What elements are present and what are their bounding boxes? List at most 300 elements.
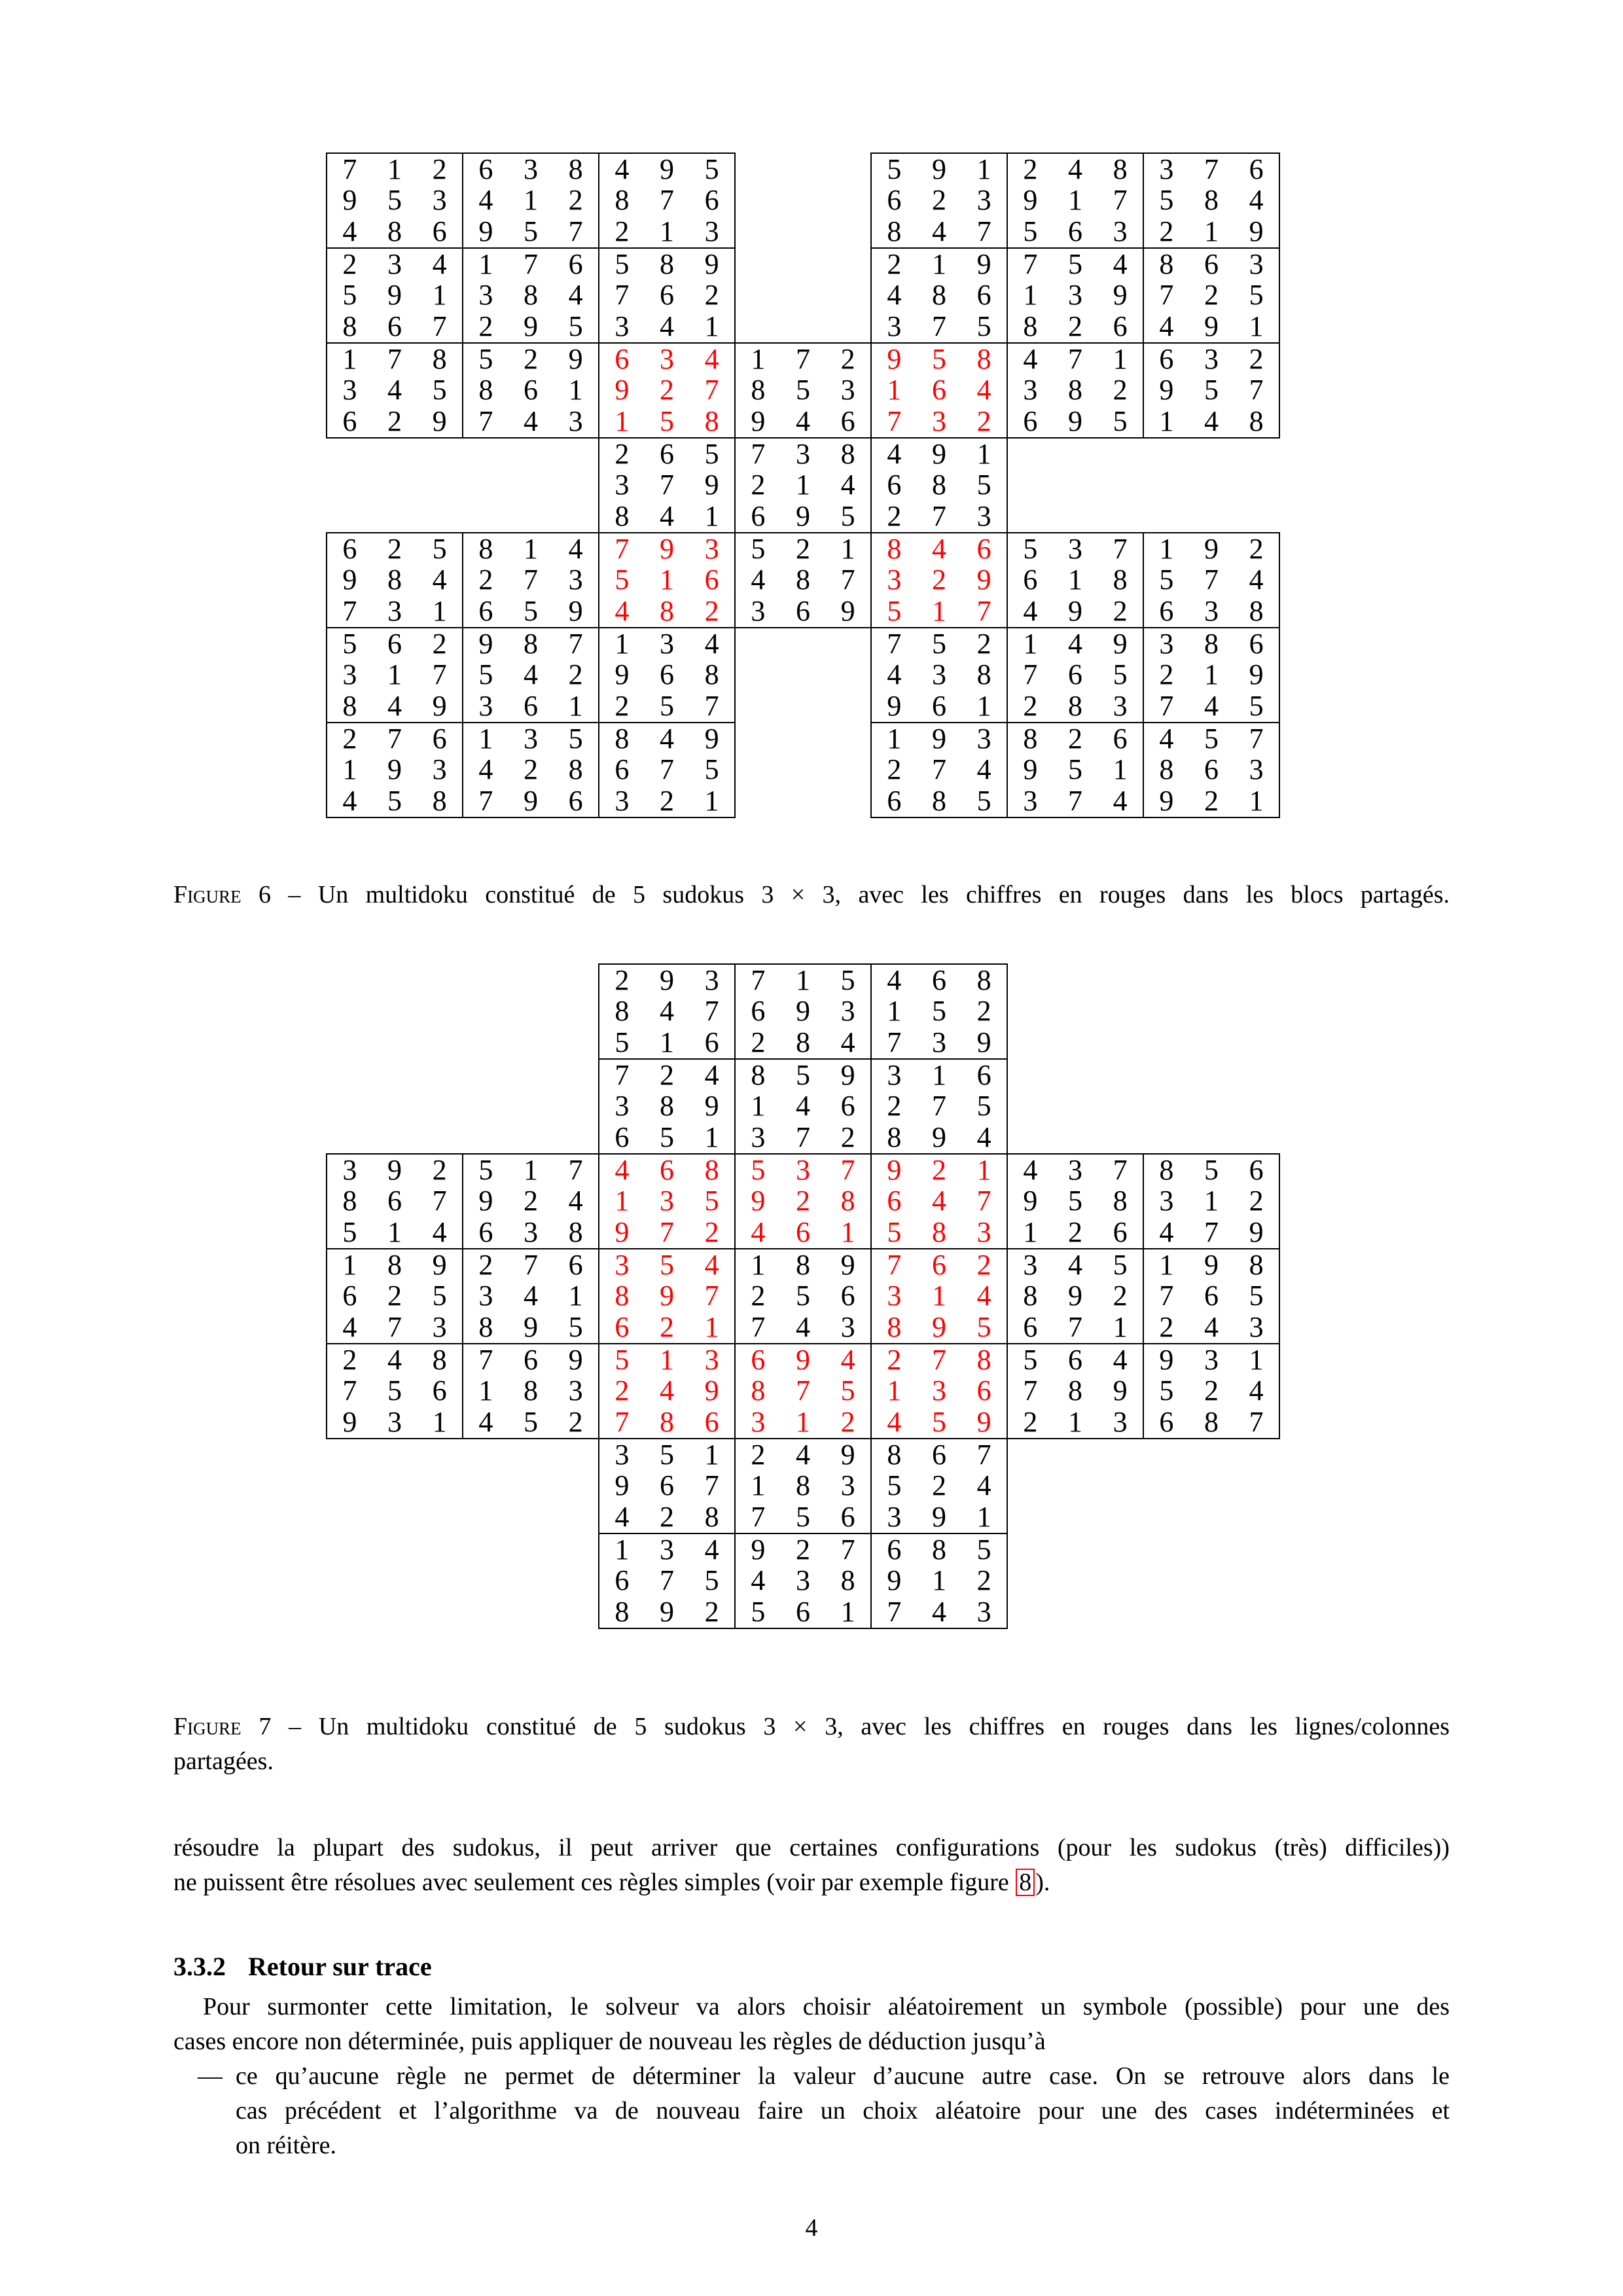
body-paragraph1-line2-end: ).: [1035, 1869, 1050, 1896]
sudoku-cell: 8: [615, 184, 630, 217]
sudoku-cell: 4: [976, 1469, 991, 1502]
sudoku-cell: 5: [523, 1406, 538, 1439]
sudoku-cell: 5: [342, 1216, 357, 1249]
sudoku-cell: 9: [523, 1311, 538, 1344]
sudoku-cell: 1: [342, 1248, 357, 1281]
sudoku-cell: 2: [1204, 1374, 1219, 1407]
sudoku-cell: 1: [432, 1406, 447, 1439]
sudoku-cell: 6: [1204, 753, 1219, 786]
sudoku-cell: 2: [976, 1564, 991, 1597]
sudoku-cell: 1: [1023, 279, 1038, 312]
sudoku-block: [462, 342, 599, 439]
sudoku-cell: 5: [523, 215, 538, 248]
sudoku-cell: 6: [931, 690, 946, 723]
sudoku-cell: 7: [342, 152, 357, 185]
sudoku-block: [1143, 627, 1280, 723]
sudoku-cell: 1: [1023, 1216, 1038, 1249]
sudoku-cell: 7: [387, 342, 402, 375]
sudoku-cell: 1: [931, 247, 946, 280]
sudoku-cell: 1: [751, 1248, 766, 1281]
sudoku-cell: 6: [1023, 1311, 1038, 1344]
sudoku-block: [598, 247, 736, 344]
sudoku-cell: 2: [523, 753, 538, 786]
sudoku-shared-block: [598, 1153, 736, 1249]
sudoku-cell: 4: [931, 1185, 946, 1217]
sudoku-cell: 8: [342, 690, 357, 723]
sudoku-cell: 1: [704, 1438, 719, 1471]
sudoku-cell: 3: [387, 1406, 402, 1439]
sudoku-cell: 9: [1067, 595, 1082, 628]
sudoku-cell: 1: [931, 595, 946, 628]
list-item-text1: ce qu’aucune règle ne permet de déterminer la valeur d’aucune autre case. On se retrouve alors dans le: [236, 2062, 1450, 2090]
sudoku-cell: 1: [751, 1469, 766, 1502]
sudoku-cell: 1: [1113, 753, 1128, 786]
sudoku-cell: 9: [387, 1153, 402, 1186]
sudoku-cell: 6: [795, 595, 810, 628]
sudoku-cell: 5: [1159, 1374, 1174, 1407]
sudoku-cell: 1: [931, 1280, 946, 1312]
sudoku-cell: 2: [1159, 658, 1174, 691]
sudoku-cell: 9: [976, 564, 991, 596]
sudoku-cell: 2: [931, 184, 946, 217]
sudoku-block: [1143, 1248, 1280, 1344]
sudoku-cell: 7: [931, 500, 946, 533]
sudoku-cell: 8: [568, 753, 583, 786]
sudoku-cell: 9: [387, 279, 402, 312]
sudoku-cell: 7: [568, 627, 583, 660]
sudoku-cell: 3: [1023, 374, 1038, 406]
sudoku-cell: 4: [840, 469, 855, 501]
sudoku-cell: 9: [568, 595, 583, 628]
sudoku-cell: 4: [1204, 405, 1219, 438]
sudoku-cell: 5: [478, 1153, 493, 1186]
sudoku-cell: 2: [795, 532, 810, 565]
sudoku-block: [1007, 1248, 1144, 1344]
sudoku-cell: 1: [1067, 1406, 1082, 1439]
sudoku-cell: 9: [342, 1406, 357, 1439]
figure-7-caption-label: Figure 7: [173, 1713, 272, 1740]
sudoku-cell: 2: [659, 374, 674, 406]
sudoku-cell: 5: [659, 1248, 674, 1281]
sudoku-cell: 3: [568, 564, 583, 596]
sudoku-cell: 6: [704, 184, 719, 217]
sudoku-block: [326, 247, 463, 344]
sudoku-cell: 1: [568, 374, 583, 406]
sudoku-cell: 2: [523, 342, 538, 375]
sudoku-cell: 8: [704, 1153, 719, 1186]
sudoku-cell: 8: [751, 1374, 766, 1407]
sudoku-cell: 6: [523, 1343, 538, 1376]
sudoku-cell: 2: [342, 247, 357, 280]
sudoku-cell: 2: [1113, 1280, 1128, 1312]
sudoku-cell: 4: [568, 532, 583, 565]
sudoku-cell: 6: [1249, 152, 1264, 185]
body-paragraph1-line1: résoudre la plupart des sudokus, il peut arriver que certaines configurations (pour les sudokus (très) difficiles)): [173, 1834, 1450, 1861]
sudoku-cell: 8: [478, 532, 493, 565]
sudoku-cell: 9: [1023, 184, 1038, 217]
sudoku-cell: 4: [1249, 564, 1264, 596]
sudoku-cell: 7: [387, 722, 402, 755]
sudoku-cell: 5: [704, 152, 719, 185]
sudoku-cell: 3: [795, 1153, 810, 1186]
sudoku-cell: 3: [478, 1280, 493, 1312]
sudoku-cell: 7: [568, 215, 583, 248]
sudoku-cell: 8: [432, 785, 447, 817]
sudoku-cell: 1: [887, 374, 902, 406]
sudoku-cell: 2: [1023, 152, 1038, 185]
sudoku-cell: 3: [615, 785, 630, 817]
sudoku-cell: 5: [342, 627, 357, 660]
sudoku-cell: 1: [704, 1121, 719, 1154]
sudoku-cell: 4: [615, 595, 630, 628]
sudoku-cell: 4: [432, 1216, 447, 1249]
sudoku-cell: 4: [1023, 1153, 1038, 1186]
sudoku-cell: 2: [659, 1501, 674, 1534]
sudoku-cell: 8: [976, 963, 991, 996]
sudoku-cell: 6: [1249, 1153, 1264, 1186]
sudoku-cell: 4: [931, 215, 946, 248]
sudoku-cell: 1: [659, 564, 674, 596]
sudoku-cell: 9: [432, 1248, 447, 1281]
sudoku-shared-block: [734, 1153, 872, 1249]
sudoku-cell: 2: [704, 1216, 719, 1249]
sudoku-cell: 1: [887, 722, 902, 755]
sudoku-cell: 8: [795, 1469, 810, 1502]
sudoku-cell: 4: [887, 658, 902, 691]
sudoku-cell: 2: [976, 405, 991, 438]
sudoku-cell: 8: [1067, 374, 1082, 406]
sudoku-cell: 8: [615, 722, 630, 755]
sudoku-cell: 5: [615, 1026, 630, 1059]
sudoku-cell: 9: [704, 469, 719, 501]
sudoku-cell: 3: [615, 469, 630, 501]
sudoku-cell: 7: [887, 1026, 902, 1059]
sudoku-cell: 7: [704, 1280, 719, 1312]
sudoku-cell: 1: [751, 342, 766, 375]
item-dash: —: [198, 2062, 223, 2090]
sudoku-cell: 5: [1023, 1343, 1038, 1376]
sudoku-cell: 2: [887, 500, 902, 533]
sudoku-cell: 2: [751, 1438, 766, 1471]
sudoku-cell: 3: [887, 310, 902, 343]
sudoku-cell: 8: [931, 1533, 946, 1566]
sudoku-cell: 3: [1159, 152, 1174, 185]
sudoku-shared-block: [598, 1248, 736, 1344]
sudoku-cell: 5: [1249, 690, 1264, 723]
sudoku-block: [870, 627, 1008, 723]
sudoku-cell: 2: [795, 1533, 810, 1566]
sudoku-cell: 4: [795, 1090, 810, 1122]
sudoku-cell: 6: [432, 722, 447, 755]
sudoku-cell: 5: [931, 1406, 946, 1439]
sudoku-cell: 3: [887, 1058, 902, 1091]
sudoku-block: [1007, 627, 1144, 723]
sudoku-cell: 5: [1113, 405, 1128, 438]
sudoku-block: [1007, 342, 1144, 439]
sudoku-shared-block: [870, 1343, 1008, 1439]
sudoku-cell: 3: [751, 1406, 766, 1439]
sudoku-cell: 3: [523, 152, 538, 185]
sudoku-cell: 4: [342, 215, 357, 248]
sudoku-cell: 2: [751, 469, 766, 501]
sudoku-cell: 1: [387, 152, 402, 185]
sudoku-cell: 3: [1113, 690, 1128, 723]
sudoku-cell: 2: [568, 184, 583, 217]
sudoku-cell: 9: [1113, 279, 1128, 312]
sudoku-block: [598, 963, 736, 1060]
sudoku-cell: 1: [1067, 564, 1082, 596]
sudoku-cell: 6: [1159, 342, 1174, 375]
sudoku-cell: 6: [1023, 564, 1038, 596]
sudoku-cell: 7: [659, 1216, 674, 1249]
sudoku-block: [462, 722, 599, 818]
figure-6-caption: [173, 878, 1450, 912]
sudoku-cell: 4: [1067, 152, 1082, 185]
sudoku-cell: 9: [795, 995, 810, 1028]
sudoku-cell: 8: [1113, 1185, 1128, 1217]
sudoku-cell: 2: [795, 1185, 810, 1217]
sudoku-cell: 2: [523, 1185, 538, 1217]
sudoku-cell: 4: [751, 1216, 766, 1249]
sudoku-cell: 6: [615, 1311, 630, 1344]
sudoku-cell: 9: [704, 722, 719, 755]
sudoku-cell: 5: [432, 532, 447, 565]
sudoku-cell: 1: [659, 215, 674, 248]
sudoku-cell: 9: [931, 152, 946, 185]
sudoku-cell: 1: [1204, 1185, 1219, 1217]
sudoku-cell: 7: [1159, 690, 1174, 723]
sudoku-cell: 2: [976, 1248, 991, 1281]
sudoku-cell: 6: [342, 532, 357, 565]
sudoku-block: [598, 722, 736, 818]
sudoku-cell: 4: [615, 1501, 630, 1534]
sudoku-cell: 7: [704, 1469, 719, 1502]
sudoku-block: [326, 1153, 463, 1249]
sudoku-cell: 1: [615, 405, 630, 438]
sudoku-cell: 5: [976, 1533, 991, 1566]
sudoku-cell: 8: [1067, 690, 1082, 723]
figure-6-grid: [326, 152, 1281, 820]
sudoku-cell: 5: [931, 342, 946, 375]
sudoku-cell: 6: [704, 1026, 719, 1059]
sudoku-cell: 7: [976, 595, 991, 628]
section-title: Retour sur trace: [248, 1952, 432, 1981]
sudoku-cell: 2: [1159, 1311, 1174, 1344]
sudoku-cell: 9: [659, 1596, 674, 1628]
body-paragraph2-line2: cases encore non déterminée, puis appliquer de nouveau les règles de déduction jusqu’à: [173, 2028, 1046, 2055]
sudoku-cell: 8: [840, 437, 855, 470]
sudoku-cell: 7: [478, 405, 493, 438]
sudoku-cell: 5: [1249, 279, 1264, 312]
sudoku-cell: 8: [659, 247, 674, 280]
sudoku-cell: 7: [704, 690, 719, 723]
figure-6-caption-label: Figure 6: [173, 881, 272, 908]
sudoku-cell: 4: [1067, 1248, 1082, 1281]
sudoku-cell: 5: [1067, 247, 1082, 280]
sudoku-cell: 8: [887, 215, 902, 248]
sudoku-cell: 5: [568, 722, 583, 755]
sudoku-shared-block: [870, 532, 1008, 628]
sudoku-cell: 4: [1113, 785, 1128, 817]
sudoku-cell: 9: [1249, 215, 1264, 248]
sudoku-cell: 4: [1113, 1343, 1128, 1376]
sudoku-cell: 9: [568, 342, 583, 375]
sudoku-cell: 6: [887, 785, 902, 817]
sudoku-cell: 2: [751, 1280, 766, 1312]
sudoku-cell: 3: [704, 963, 719, 996]
sudoku-cell: 8: [704, 405, 719, 438]
sudoku-cell: 2: [1204, 785, 1219, 817]
sudoku-cell: 1: [1067, 184, 1082, 217]
sudoku-cell: 8: [387, 215, 402, 248]
sudoku-cell: 1: [478, 722, 493, 755]
sudoku-cell: 9: [1023, 753, 1038, 786]
sudoku-cell: 9: [840, 1438, 855, 1471]
sudoku-block: [870, 722, 1008, 818]
figure-8-link[interactable]: 8: [1016, 1869, 1035, 1896]
sudoku-block: [598, 1438, 736, 1534]
sudoku-cell: 6: [931, 1248, 946, 1281]
sudoku-cell: 5: [795, 1501, 810, 1534]
sudoku-cell: 8: [1113, 152, 1128, 185]
sudoku-cell: 4: [523, 658, 538, 691]
sudoku-cell: 2: [976, 995, 991, 1028]
sudoku-cell: 4: [659, 310, 674, 343]
page-number: 4: [805, 2214, 818, 2242]
sudoku-cell: 3: [887, 564, 902, 596]
sudoku-cell: 3: [840, 374, 855, 406]
sudoku-block: [870, 963, 1008, 1060]
sudoku-cell: 7: [887, 405, 902, 438]
figure-6-caption-text: – Un multidoku constitué de 5 sudokus 3 × 3, avec les chiffres en rouges dans les blocs partagés.: [271, 881, 1450, 908]
sudoku-cell: 4: [976, 753, 991, 786]
sudoku-cell: 3: [1067, 279, 1082, 312]
sudoku-cell: 3: [887, 1280, 902, 1312]
sudoku-cell: 2: [659, 785, 674, 817]
sudoku-cell: 6: [976, 1058, 991, 1091]
sudoku-cell: 2: [568, 1406, 583, 1439]
sudoku-cell: 6: [1204, 247, 1219, 280]
sudoku-block: [1143, 1343, 1280, 1439]
sudoku-cell: 3: [1023, 785, 1038, 817]
sudoku-cell: 6: [659, 279, 674, 312]
sudoku-cell: 8: [751, 374, 766, 406]
sudoku-cell: 1: [1249, 1343, 1264, 1376]
sudoku-cell: 2: [704, 1596, 719, 1628]
figure-7-grid: [326, 963, 1281, 1631]
sudoku-cell: 5: [659, 405, 674, 438]
sudoku-cell: 7: [1249, 722, 1264, 755]
sudoku-cell: 9: [976, 1026, 991, 1059]
sudoku-cell: 1: [1023, 627, 1038, 660]
sudoku-cell: 2: [615, 215, 630, 248]
sudoku-block: [462, 1248, 599, 1344]
body-paragraph2-line1: Pour surmonter cette limitation, le solveur va alors choisir aléatoirement un symbole (possible) pour une des: [203, 1993, 1450, 2020]
sudoku-cell: 9: [931, 437, 946, 470]
sudoku-cell: 8: [1067, 1374, 1082, 1407]
sudoku-cell: 6: [751, 500, 766, 533]
sudoku-cell: 2: [1113, 374, 1128, 406]
sudoku-cell: 9: [1159, 374, 1174, 406]
sudoku-cell: 4: [887, 279, 902, 312]
sudoku-cell: 4: [478, 184, 493, 217]
sudoku-cell: 7: [1113, 1153, 1128, 1186]
sudoku-cell: 5: [568, 1311, 583, 1344]
sudoku-cell: 5: [615, 564, 630, 596]
sudoku-cell: 3: [432, 753, 447, 786]
sudoku-shared-block: [870, 1153, 1008, 1249]
sudoku-block: [326, 1248, 463, 1344]
sudoku-cell: 5: [795, 1058, 810, 1091]
sudoku-cell: 8: [387, 1248, 402, 1281]
sudoku-cell: 1: [976, 1501, 991, 1534]
sudoku-cell: 9: [432, 405, 447, 438]
sudoku-cell: 3: [1249, 247, 1264, 280]
sudoku-cell: 6: [615, 1564, 630, 1597]
sudoku-cell: 8: [931, 1216, 946, 1249]
sudoku-cell: 6: [840, 405, 855, 438]
sudoku-cell: 8: [795, 1248, 810, 1281]
sudoku-cell: 4: [704, 342, 719, 375]
sudoku-cell: 4: [523, 405, 538, 438]
sudoku-cell: 9: [615, 374, 630, 406]
sudoku-cell: 5: [751, 532, 766, 565]
sudoku-cell: 7: [1067, 1311, 1082, 1344]
sudoku-cell: 7: [840, 564, 855, 596]
sudoku-cell: 6: [704, 564, 719, 596]
sudoku-cell: 3: [887, 1501, 902, 1534]
sudoku-cell: 3: [387, 247, 402, 280]
sudoku-shared-block: [870, 1248, 1008, 1344]
sudoku-cell: 1: [931, 1058, 946, 1091]
sudoku-cell: 8: [659, 1406, 674, 1439]
sudoku-cell: 3: [976, 500, 991, 533]
sudoku-cell: 1: [523, 1153, 538, 1186]
sudoku-cell: 9: [1249, 1216, 1264, 1249]
sudoku-cell: 1: [432, 279, 447, 312]
sudoku-cell: 4: [1249, 1374, 1264, 1407]
sudoku-cell: 1: [342, 753, 357, 786]
sudoku-cell: 2: [568, 658, 583, 691]
sudoku-cell: 6: [840, 1090, 855, 1122]
sudoku-cell: 9: [931, 722, 946, 755]
sudoku-cell: 9: [342, 564, 357, 596]
sudoku-cell: 9: [704, 1374, 719, 1407]
sudoku-cell: 1: [659, 1343, 674, 1376]
sudoku-cell: 6: [432, 1374, 447, 1407]
sudoku-cell: 6: [659, 658, 674, 691]
sudoku-cell: 7: [1204, 1216, 1219, 1249]
sudoku-cell: 6: [1204, 1280, 1219, 1312]
sudoku-cell: 9: [976, 1406, 991, 1439]
sudoku-cell: 9: [387, 753, 402, 786]
sudoku-cell: 6: [432, 215, 447, 248]
sudoku-shared-block: [734, 1343, 872, 1439]
sudoku-cell: 6: [887, 1185, 902, 1217]
sudoku-cell: 6: [568, 247, 583, 280]
sudoku-cell: 2: [1023, 690, 1038, 723]
sudoku-cell: 8: [659, 595, 674, 628]
sudoku-cell: 8: [887, 1121, 902, 1154]
sudoku-cell: 6: [1159, 1406, 1174, 1439]
sudoku-cell: 4: [795, 1438, 810, 1471]
sudoku-cell: 3: [1067, 532, 1082, 565]
sudoku-cell: 8: [751, 1058, 766, 1091]
sudoku-cell: 7: [478, 785, 493, 817]
sudoku-cell: 6: [795, 1596, 810, 1628]
sudoku-cell: 9: [478, 215, 493, 248]
sudoku-cell: 5: [840, 1374, 855, 1407]
